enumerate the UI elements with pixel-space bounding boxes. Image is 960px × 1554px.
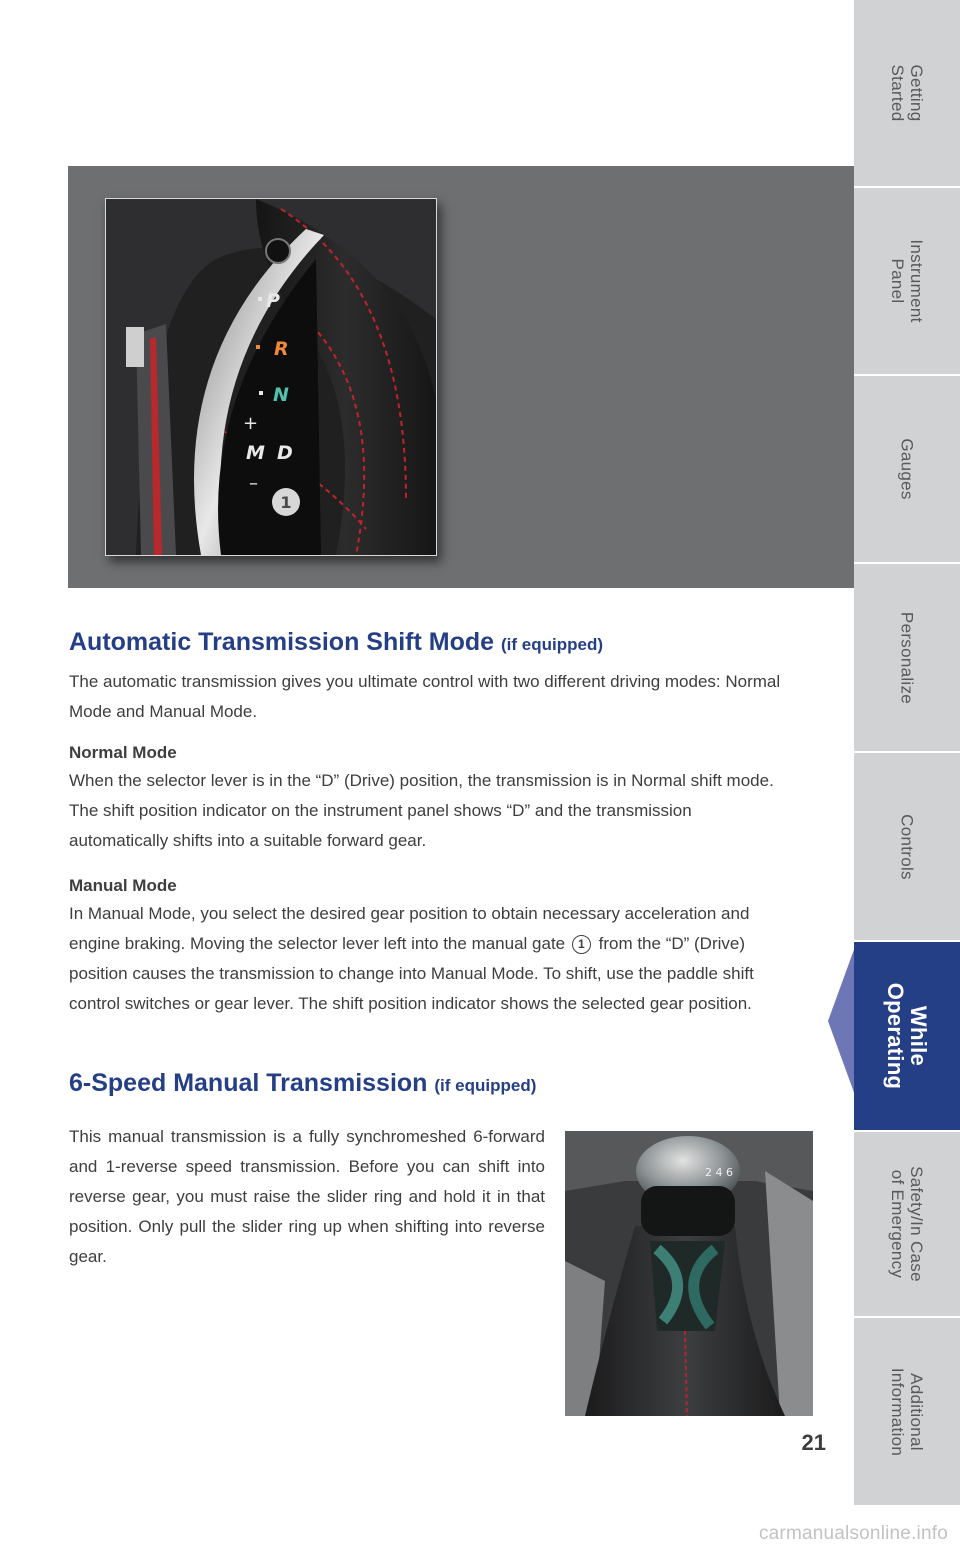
tab-getting-started-label: Getting Started [888, 64, 926, 122]
knob-gear-label: 2 4 6 [705, 1166, 733, 1179]
section-tabs [854, 0, 960, 1505]
tab-while-operating[interactable] [854, 942, 960, 1132]
manual-body-after: from the “D” (Drive) position causes the transmission to change into Manual Mode. To shift, use the paddle shift control switches or gear lever. The shift position indicator shows the selected gear position. [69, 934, 754, 1013]
gear-m: M [246, 442, 265, 464]
tab-personalize-label: Personalize [897, 611, 917, 704]
gear-p: P [266, 290, 280, 312]
callout-1-inline: 1 [572, 935, 591, 954]
shift-lever-photo [105, 198, 437, 556]
plus-label: + [243, 413, 259, 434]
heading-manual-transmission [69, 1069, 536, 1098]
gear-knob-photo [565, 1131, 813, 1416]
gear-r: R [274, 338, 289, 360]
tab-additional-information-label: Additional Information [888, 1367, 926, 1456]
tab-getting-started[interactable] [854, 0, 960, 188]
heading-automatic-transmission [69, 628, 603, 657]
tab-instrument-panel[interactable] [854, 188, 960, 376]
tab-personalize[interactable] [854, 564, 960, 753]
watermark-text: carmanualsonline.info [758, 1523, 948, 1544]
gear-d: D [277, 442, 293, 464]
minus-label: – [249, 473, 258, 494]
page-number: 21 [801, 1430, 826, 1455]
tab-additional-information[interactable] [854, 1318, 960, 1505]
tab-controls[interactable] [854, 753, 960, 942]
tab-gauges-label: Gauges [897, 438, 917, 500]
manual-mode-body [69, 899, 759, 1019]
heading-automatic-note: (if equipped) [501, 635, 603, 654]
tab-gauges[interactable] [854, 376, 960, 564]
active-tab-arrow [828, 944, 856, 1098]
normal-mode-title: Normal Mode [69, 743, 177, 762]
manual-transmission-body: This manual transmission is a fully synchromeshed 6-forward and 1-reverse speed transmission. Before you can shift into reverse gear, you must raise the slider ring and hold it in that position. Only pull the slider ring up when shifting into reverse gear. [69, 1127, 545, 1266]
intro-paragraph: The automatic transmission gives you ultimate control with two different driving modes: Normal Mode and Manual Mode. [69, 672, 781, 721]
tab-controls-label: Controls [897, 813, 917, 880]
gear-n: N [273, 384, 289, 406]
heading-automatic-main: Automatic Transmission Shift Mode [69, 628, 495, 656]
manual-mode-title: Manual Mode [69, 876, 177, 895]
manual-body-before: In Manual Mode, you select the desired gear position to obtain necessary acceleration and engine braking. Moving the selector lever left into the manual gate [69, 904, 750, 953]
normal-mode-body: When the selector lever is in the “D” (Drive) position, the transmission is in Normal shift mode. The shift position indicator on the instrument panel shows “D” and the transmission automatically shifts into a suitable forward gear. [69, 771, 774, 850]
tab-instrument-panel-label: Instrument Panel [888, 239, 926, 323]
tab-safety-emergency-label: Safety/In Case of Emergency [888, 1166, 926, 1282]
heading-manual-main: 6-Speed Manual Transmission [69, 1069, 428, 1097]
tab-while-operating-label: While Operating [883, 982, 931, 1090]
callout-1: 1 [280, 493, 292, 512]
tab-safety-emergency[interactable] [854, 1132, 960, 1318]
heading-manual-note: (if equipped) [434, 1076, 537, 1095]
